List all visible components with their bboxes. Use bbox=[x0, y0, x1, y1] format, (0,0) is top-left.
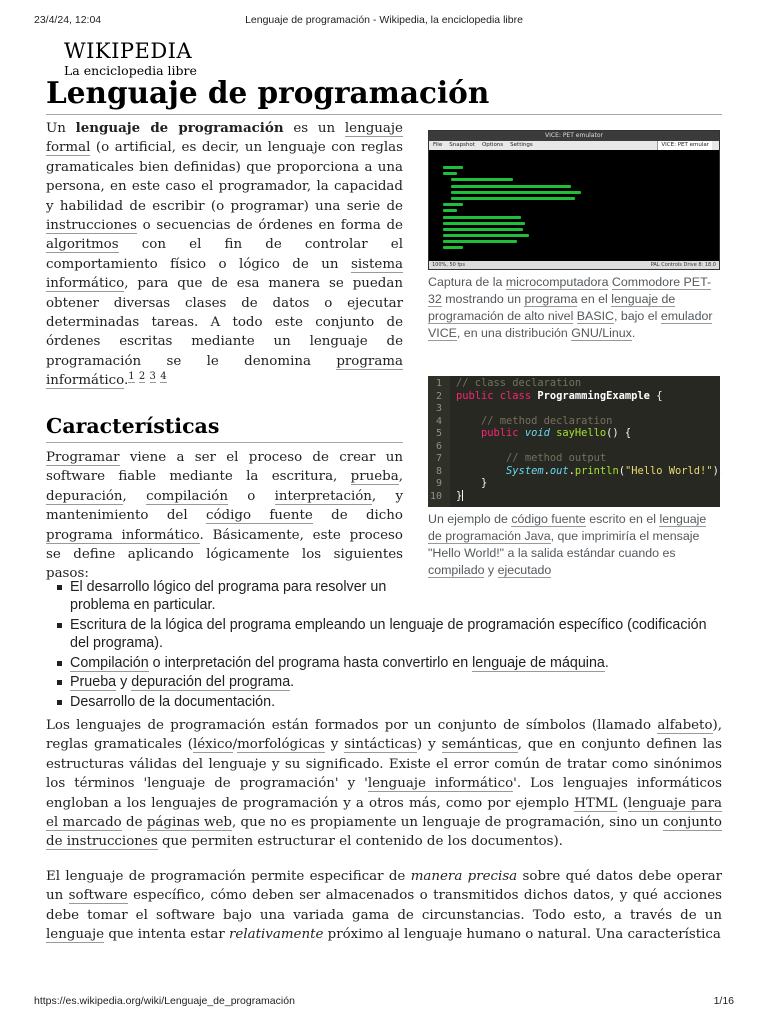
link-prueba[interactable]: prueba bbox=[350, 469, 399, 485]
print-datetime: 23/4/24, 12:04 bbox=[34, 14, 102, 26]
wikipedia-wordmark: WIKIPEDIA bbox=[64, 39, 193, 63]
list-item: Desarrollo de la documentación. bbox=[46, 693, 722, 711]
paragraph-especificar: El lenguaje de programación permite especificar de manera precisa sobre qué datos debe operar un software específico, cómo deben ser almacenados o transmitidos dichos datos, y qué acciones debe tomar el software bajo una variada gama de circunstancias. Todo esto, a través de un lenguaje que intenta estar relativamente próximo al lenguaje humano o natural. Una característica bbox=[46, 869, 722, 943]
print-url: https://es.wikipedia.org/wiki/Lenguaje_de_programación bbox=[34, 995, 295, 1007]
link-programa[interactable]: programa bbox=[524, 292, 578, 306]
emulator-status-left: 100%, 50 fps bbox=[432, 262, 465, 268]
link-ejecutado[interactable]: ejecutado bbox=[497, 563, 552, 577]
link-sistema-informatico[interactable]: sistema informático bbox=[46, 256, 403, 292]
link-compilacion[interactable]: compilación bbox=[146, 488, 228, 504]
link-sintacticas[interactable]: sintácticas bbox=[344, 737, 417, 753]
print-title: Lenguaje de programación - Wikipedia, la enciclopedia libre bbox=[245, 14, 523, 26]
link-compilacion-step[interactable]: Compilación bbox=[70, 654, 149, 671]
intro-term: lenguaje de programación bbox=[75, 120, 284, 136]
link-interpretacion[interactable]: interpretación bbox=[274, 488, 372, 504]
list-item: Compilación o interpretación del programa hasta convertirlo en lenguaje de máquina. bbox=[46, 654, 722, 672]
print-header bbox=[0, 14, 768, 30]
emulator-status-right: PAL Controls Drive 8: 18.0 bbox=[650, 262, 716, 268]
link-instrucciones[interactable]: instrucciones bbox=[46, 218, 137, 234]
list-item: Prueba y depuración del programa. bbox=[46, 673, 722, 691]
figure1-caption: Captura de la microcomputadora Commodore PET-32 mostrando un programa en el lenguaje de programación de alto nivel BASIC, bajo el emulador VICE, en una distribución GNU/Linux. bbox=[428, 275, 713, 340]
link-morfologicas[interactable]: morfológicas bbox=[237, 737, 325, 753]
link-alfabeto[interactable]: alfabeto bbox=[657, 718, 713, 733]
link-depuracion-programa[interactable]: depuración del programa bbox=[131, 674, 291, 691]
steps-list bbox=[46, 578, 722, 713]
link-basic[interactable]: BASIC bbox=[576, 309, 614, 323]
link-lenguaje-formal[interactable]: lenguaje formal bbox=[46, 121, 403, 156]
reference-1[interactable]: 1 bbox=[128, 370, 135, 382]
caracteristicas-paragraph: Programar viene a ser el proceso de crear un software fiable mediante la escritura, prueba, depuración, compilación o interpretación, y mantenimiento del código fuente de dicho programa informático. Básicamente, este proceso se define aplicando lógicamente los siguientes pasos: bbox=[46, 450, 404, 582]
figure-java-code bbox=[428, 376, 726, 579]
link-lenguaje-maquina[interactable]: lenguaje de máquina bbox=[472, 654, 605, 671]
link-codigo-fuente[interactable]: código fuente bbox=[205, 508, 313, 524]
emulator-menu-settings: Settings bbox=[510, 142, 533, 148]
basic-program-listing bbox=[443, 166, 623, 251]
link-algoritmos[interactable]: algoritmos bbox=[46, 237, 119, 253]
link-html[interactable]: HTML bbox=[574, 795, 618, 811]
page-title: Lenguaje de programación bbox=[46, 73, 722, 115]
paragraph-lenguajes: Los lenguajes de programación están formados por un conjunto de símbolos (llamado alfabeto), reglas gramaticales (léxico/morfológicas y sintácticas) y semánticas, que en conjunto definen las estructuras válidas del lenguaje y su significado. Existe el error común de tratar como sinónimos los términos 'lenguaje de programación' y 'lenguaje informático'. Los lenguajes informáticos engloban a los lenguajes de programación y a otros más, como por ejemplo HTML (lenguaje para el marcado de páginas web, que no es propiamente un lenguaje de programación, sino un conjunto de instrucciones que permiten estructurar el contenido de los documentos). bbox=[46, 718, 722, 850]
emulator-menubar bbox=[429, 141, 719, 150]
emulator-menu-options: Options bbox=[481, 142, 504, 148]
link-programar[interactable]: Programar bbox=[46, 450, 120, 465]
reference-3[interactable]: 3 bbox=[149, 370, 156, 382]
reference-4[interactable]: 4 bbox=[160, 370, 167, 382]
emulator-menu-right: VICE: PET emular bbox=[657, 141, 712, 150]
link-codigo-fuente-caption[interactable]: código fuente bbox=[511, 512, 586, 526]
link-software[interactable]: software bbox=[68, 888, 128, 904]
print-page-number: 1/16 bbox=[713, 995, 734, 1007]
link-lexico[interactable]: léxico bbox=[192, 737, 233, 753]
emulator-statusbar bbox=[429, 261, 719, 269]
link-compilado[interactable]: compilado bbox=[428, 563, 485, 577]
list-item: El desarrollo lógico del programa para resolver un problema en particular. bbox=[46, 578, 403, 614]
link-lenguaje-informatico[interactable]: lenguaje informático bbox=[367, 776, 514, 792]
figure-vice-emulator bbox=[428, 130, 720, 342]
figure2-caption: Un ejemplo de código fuente escrito en el lenguaje de programación Java, que imprimiría el mensaje "Hello World!" a la salida estándar cuando es compilado y ejecutado bbox=[428, 512, 707, 577]
link-semanticas[interactable]: semánticas bbox=[441, 737, 518, 753]
link-commodore-pet[interactable]: Commodore PET-32 bbox=[428, 275, 712, 306]
list-item: Escritura de la lógica del programa empleando un lenguaje de programación específico (codificación del programa). bbox=[46, 616, 722, 652]
emulator-menu-file: File bbox=[433, 142, 443, 148]
section-heading-caracteristicas: Características bbox=[46, 410, 403, 443]
link-conjunto-instrucciones[interactable]: conjunto de instrucciones bbox=[46, 815, 722, 850]
link-lenguaje-alto-nivel[interactable]: lenguaje de programación de alto nivel bbox=[428, 292, 676, 323]
link-depuracion[interactable]: depuración bbox=[46, 488, 123, 504]
intro-paragraph: Un lenguaje de programación es un lenguaje formal (o artificial, es decir, un lenguaje con reglas gramaticales bien definidas) que proporciona a una persona, en este caso el programador, la capacidad y habilidad de escribir (o programar) una serie de instrucciones o secuencias de órdenes en forma de algoritmos con el fin de controlar el comportamiento físico o lógico de un sistema informático, para que de esa manera se puedan obtener diversas clases de datos o ejecutar determinadas tareas. A todo este conjunto de órdenes escritas mediante un lenguaje de programación se le denomina programa informático.$^1$ $^2$ $^3$ $^4$ bbox=[46, 120, 403, 389]
link-microcomputadora[interactable]: microcomputadora bbox=[505, 275, 609, 289]
link-lenguaje-marcado[interactable]: lenguaje para el marcado bbox=[46, 795, 722, 831]
print-footer bbox=[0, 995, 768, 1011]
reference-2[interactable]: 2 bbox=[138, 370, 146, 382]
java-code-screenshot[interactable]: 1 // class declaration 2 public class ProgrammingExample { 3 4 // method declaration 5 public void sayHello() { 6 7 // method output 8 System.out.println("Hello World!"); 9 } 10 } bbox=[428, 376, 720, 507]
link-programa-informatico-2[interactable]: programa informático bbox=[46, 527, 200, 543]
wikipedia-tagline: La enciclopedia libre bbox=[64, 63, 197, 78]
emphasis-manera-precisa: manera precisa bbox=[410, 869, 518, 884]
link-prueba-step[interactable]: Prueba bbox=[70, 674, 117, 691]
link-programa-informatico[interactable]: programa informático bbox=[46, 353, 403, 389]
link-emulador[interactable]: emulador bbox=[660, 309, 713, 323]
emulator-window-title: VICE: PET emulator bbox=[429, 131, 719, 141]
emphasis-relativamente: relativamente bbox=[229, 927, 324, 943]
link-paginas-web[interactable]: páginas web bbox=[146, 815, 232, 831]
link-vice[interactable]: VICE bbox=[428, 326, 457, 340]
vice-emulator-screenshot[interactable] bbox=[428, 130, 720, 270]
emulator-menu-snapshot: Snapshot bbox=[449, 142, 475, 148]
link-gnu-linux[interactable]: GNU/Linux bbox=[571, 326, 632, 340]
link-lenguaje[interactable]: lenguaje bbox=[46, 927, 105, 943]
link-java[interactable]: lenguaje de programación Java bbox=[428, 512, 707, 543]
